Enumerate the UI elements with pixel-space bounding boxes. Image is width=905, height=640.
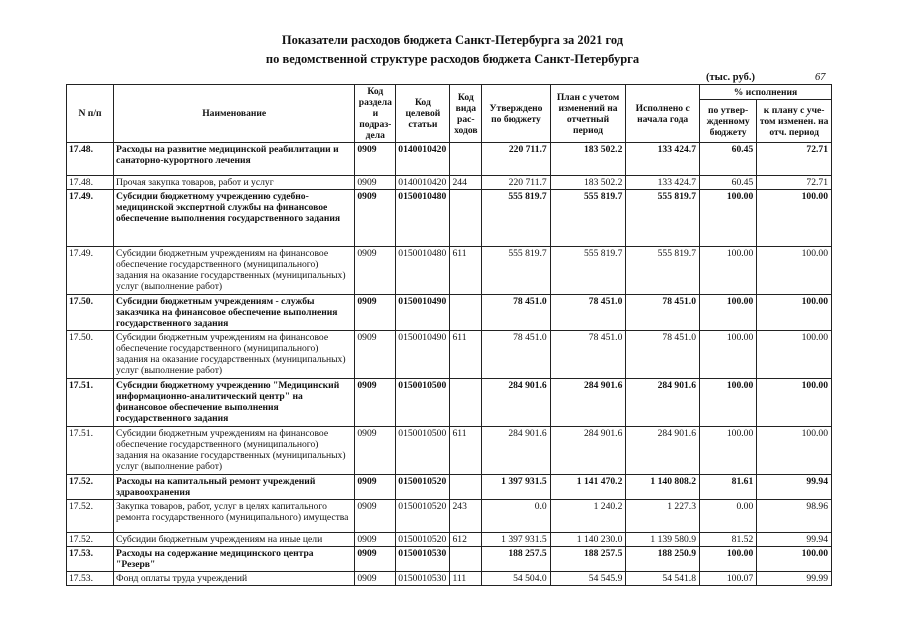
row-pct-plan: 99.99 — [757, 572, 832, 586]
row-section-code: 0909 — [355, 379, 396, 427]
header-n: N п/п — [67, 85, 114, 143]
row-number: 17.53. — [67, 547, 114, 572]
row-expense-kind — [450, 379, 482, 427]
row-executed: 78 451.0 — [626, 295, 700, 331]
row-plan: 188 257.5 — [550, 547, 626, 572]
row-expense-kind: 611 — [450, 331, 482, 379]
row-target-code: 0140010420 — [396, 143, 450, 176]
table-row — [67, 475, 832, 500]
row-approved: 78 451.0 — [482, 331, 551, 379]
row-pct-approved: 100.07 — [700, 572, 757, 586]
row-approved: 54 504.0 — [482, 572, 551, 586]
row-plan: 284 901.6 — [550, 379, 626, 427]
row-plan: 54 545.9 — [550, 572, 626, 586]
row-name: Субсидии бюджетному учреждению судебно-медицинской экспертной службы на финансовое обеспечение выполнения государственного задания — [114, 190, 355, 247]
row-section-code: 0909 — [355, 427, 396, 475]
report-title: Показатели расходов бюджета Санкт-Петербурга за 2021 год — [281, 33, 624, 47]
row-section-code: 0909 — [355, 331, 396, 379]
table-row — [67, 500, 832, 533]
table-row — [67, 533, 832, 547]
row-number: 17.48. — [67, 143, 114, 176]
row-executed: 133 424.7 — [626, 176, 700, 190]
header-pct-approved: по утвер-жденному бюджету — [700, 100, 757, 143]
row-number: 17.53. — [67, 572, 114, 586]
table-row — [67, 547, 832, 572]
row-name: Прочая закупка товаров, работ и услуг — [114, 176, 355, 190]
row-pct-plan: 100.00 — [757, 190, 832, 247]
row-number: 17.52. — [67, 500, 114, 533]
table-row — [67, 572, 832, 586]
row-executed: 133 424.7 — [626, 143, 700, 176]
row-approved: 284 901.6 — [482, 379, 551, 427]
row-name: Субсидии бюджетным учреждениям на иные цели — [114, 533, 355, 547]
row-plan: 78 451.0 — [550, 331, 626, 379]
row-name: Субсидии бюджетным учреждениям на финансовое обеспечение государственного (муниципального) задания на оказание государственных (муниципальных) услуг (выполнение работ) — [114, 247, 355, 295]
table-row — [67, 331, 832, 379]
table-row — [67, 143, 832, 176]
row-number: 17.51. — [67, 427, 114, 475]
row-expense-kind: 611 — [450, 427, 482, 475]
row-number: 17.52. — [67, 475, 114, 500]
row-section-code: 0909 — [355, 176, 396, 190]
units-label: (тыс. руб.) — [706, 72, 755, 83]
row-name: Фонд оплаты труда учреждений — [114, 572, 355, 586]
row-plan: 1 140 230.0 — [550, 533, 626, 547]
row-number: 17.50. — [67, 331, 114, 379]
row-plan: 78 451.0 — [550, 295, 626, 331]
row-executed: 284 901.6 — [626, 427, 700, 475]
header-approved: Утверждено по бюджету — [482, 85, 551, 143]
expenses-table — [66, 84, 832, 586]
row-plan: 1 141 470.2 — [550, 475, 626, 500]
row-approved: 555 819.7 — [482, 247, 551, 295]
row-target-code: 0150010490 — [396, 331, 450, 379]
row-number: 17.49. — [67, 247, 114, 295]
row-approved: 188 257.5 — [482, 547, 551, 572]
row-section-code: 0909 — [355, 475, 396, 500]
row-expense-kind: 612 — [450, 533, 482, 547]
row-pct-approved: 100.00 — [700, 295, 757, 331]
table-row — [67, 190, 832, 247]
row-pct-plan: 100.00 — [757, 295, 832, 331]
row-pct-approved: 81.61 — [700, 475, 757, 500]
header-target: Код целевой статьи — [396, 85, 450, 143]
row-pct-approved: 60.45 — [700, 176, 757, 190]
row-pct-plan: 72.71 — [757, 176, 832, 190]
table-row — [67, 247, 832, 295]
row-target-code: 0150010530 — [396, 547, 450, 572]
row-plan: 555 819.7 — [550, 247, 626, 295]
row-pct-approved: 100.00 — [700, 331, 757, 379]
row-target-code: 0150010520 — [396, 475, 450, 500]
row-pct-plan: 100.00 — [757, 331, 832, 379]
row-plan: 183 502.2 — [550, 176, 626, 190]
row-plan: 183 502.2 — [550, 143, 626, 176]
row-executed: 1 140 808.2 — [626, 475, 700, 500]
row-pct-plan: 100.00 — [757, 547, 832, 572]
table-row — [67, 295, 832, 331]
row-executed: 555 819.7 — [626, 190, 700, 247]
row-section-code: 0909 — [355, 247, 396, 295]
row-expense-kind: 611 — [450, 247, 482, 295]
report-subtitle: по ведомственной структуре расходов бюджета Санкт-Петербурга — [265, 52, 640, 66]
row-plan: 555 819.7 — [550, 190, 626, 247]
row-target-code: 0150010520 — [396, 500, 450, 533]
row-pct-approved: 81.52 — [700, 533, 757, 547]
row-section-code: 0909 — [355, 143, 396, 176]
row-expense-kind: 243 — [450, 500, 482, 533]
row-approved: 1 397 931.5 — [482, 533, 551, 547]
row-expense-kind — [450, 190, 482, 247]
row-name: Расходы на развитие медицинской реабилитации и санаторно-курортного лечения — [114, 143, 355, 176]
row-expense-kind: 244 — [450, 176, 482, 190]
row-expense-kind — [450, 475, 482, 500]
row-pct-approved: 100.00 — [700, 547, 757, 572]
page-number: 67 — [815, 72, 826, 83]
row-approved: 220 711.7 — [482, 143, 551, 176]
row-pct-plan: 99.94 — [757, 533, 832, 547]
table-row — [67, 379, 832, 427]
row-pct-plan: 100.00 — [757, 427, 832, 475]
row-section-code: 0909 — [355, 572, 396, 586]
row-executed: 555 819.7 — [626, 247, 700, 295]
row-number: 17.48. — [67, 176, 114, 190]
row-target-code: 0150010480 — [396, 190, 450, 247]
row-section-code: 0909 — [355, 295, 396, 331]
row-expense-kind — [450, 143, 482, 176]
row-pct-approved: 0.00 — [700, 500, 757, 533]
row-approved: 284 901.6 — [482, 427, 551, 475]
row-target-code: 0150010500 — [396, 379, 450, 427]
row-expense-kind — [450, 295, 482, 331]
row-executed: 1 227.3 — [626, 500, 700, 533]
row-pct-plan: 98.96 — [757, 500, 832, 533]
row-pct-approved: 100.00 — [700, 190, 757, 247]
row-pct-plan: 99.94 — [757, 475, 832, 500]
row-pct-approved: 100.00 — [700, 379, 757, 427]
row-plan: 284 901.6 — [550, 427, 626, 475]
table-row — [67, 427, 832, 475]
row-number: 17.49. — [67, 190, 114, 247]
row-expense-kind — [450, 547, 482, 572]
row-target-code: 0140010420 — [396, 176, 450, 190]
row-number: 17.52. — [67, 533, 114, 547]
header-plan: План с учетом изменений на отчетный период — [550, 85, 626, 143]
row-approved: 1 397 931.5 — [482, 475, 551, 500]
row-executed: 1 139 580.9 — [626, 533, 700, 547]
row-target-code: 0150010520 — [396, 533, 450, 547]
row-name: Субсидии бюджетному учреждению "Медицинский информационно-аналитический центр" на финансовое обеспечение выполнения государственного задания — [114, 379, 355, 427]
header-pct-group: % исполнения — [700, 85, 832, 100]
row-pct-approved: 100.00 — [700, 427, 757, 475]
row-target-code: 0150010500 — [396, 427, 450, 475]
row-pct-plan: 100.00 — [757, 247, 832, 295]
row-section-code: 0909 — [355, 190, 396, 247]
row-name: Закупка товаров, работ, услуг в целях капитального ремонта государственного (муниципального) имущества — [114, 500, 355, 533]
header-kind: Код вида рас-ходов — [450, 85, 482, 143]
row-name: Расходы на содержание медицинского центра "Резерв" — [114, 547, 355, 572]
row-name: Субсидии бюджетным учреждениям - службы заказчика на финансовое обеспечение выполнения государственного задания — [114, 295, 355, 331]
header-executed: Исполнено с начала года — [626, 85, 700, 143]
row-pct-approved: 60.45 — [700, 143, 757, 176]
row-name: Субсидии бюджетным учреждениям на финансовое обеспечение государственного (муниципального) задания на оказание государственных (муниципальных) услуг (выполнение работ) — [114, 427, 355, 475]
row-target-code: 0150010490 — [396, 295, 450, 331]
row-number: 17.50. — [67, 295, 114, 331]
row-approved: 555 819.7 — [482, 190, 551, 247]
row-approved: 78 451.0 — [482, 295, 551, 331]
row-pct-approved: 100.00 — [700, 247, 757, 295]
row-approved: 220 711.7 — [482, 176, 551, 190]
row-pct-plan: 72.71 — [757, 143, 832, 176]
row-number: 17.51. — [67, 379, 114, 427]
row-approved: 0.0 — [482, 500, 551, 533]
row-executed: 54 541.8 — [626, 572, 700, 586]
table-row — [67, 176, 832, 190]
row-expense-kind: 111 — [450, 572, 482, 586]
row-section-code: 0909 — [355, 533, 396, 547]
row-executed: 78 451.0 — [626, 331, 700, 379]
row-plan: 1 240.2 — [550, 500, 626, 533]
header-pct-plan: к плану с уче-том измене́н. на отч. период — [757, 100, 832, 143]
row-section-code: 0909 — [355, 500, 396, 533]
row-executed: 284 901.6 — [626, 379, 700, 427]
row-pct-plan: 100.00 — [757, 379, 832, 427]
header-section: Код раздела и подраз-дела — [355, 85, 396, 143]
row-name: Субсидии бюджетным учреждениям на финансовое обеспечение государственного (муниципального) задания на оказание государственных (муниципальных) услуг (выполнение работ) — [114, 331, 355, 379]
row-target-code: 0150010530 — [396, 572, 450, 586]
row-section-code: 0909 — [355, 547, 396, 572]
row-target-code: 0150010480 — [396, 247, 450, 295]
header-name: Наименование — [114, 85, 355, 143]
row-executed: 188 250.9 — [626, 547, 700, 572]
row-name: Расходы на капитальный ремонт учреждений здравоохранения — [114, 475, 355, 500]
